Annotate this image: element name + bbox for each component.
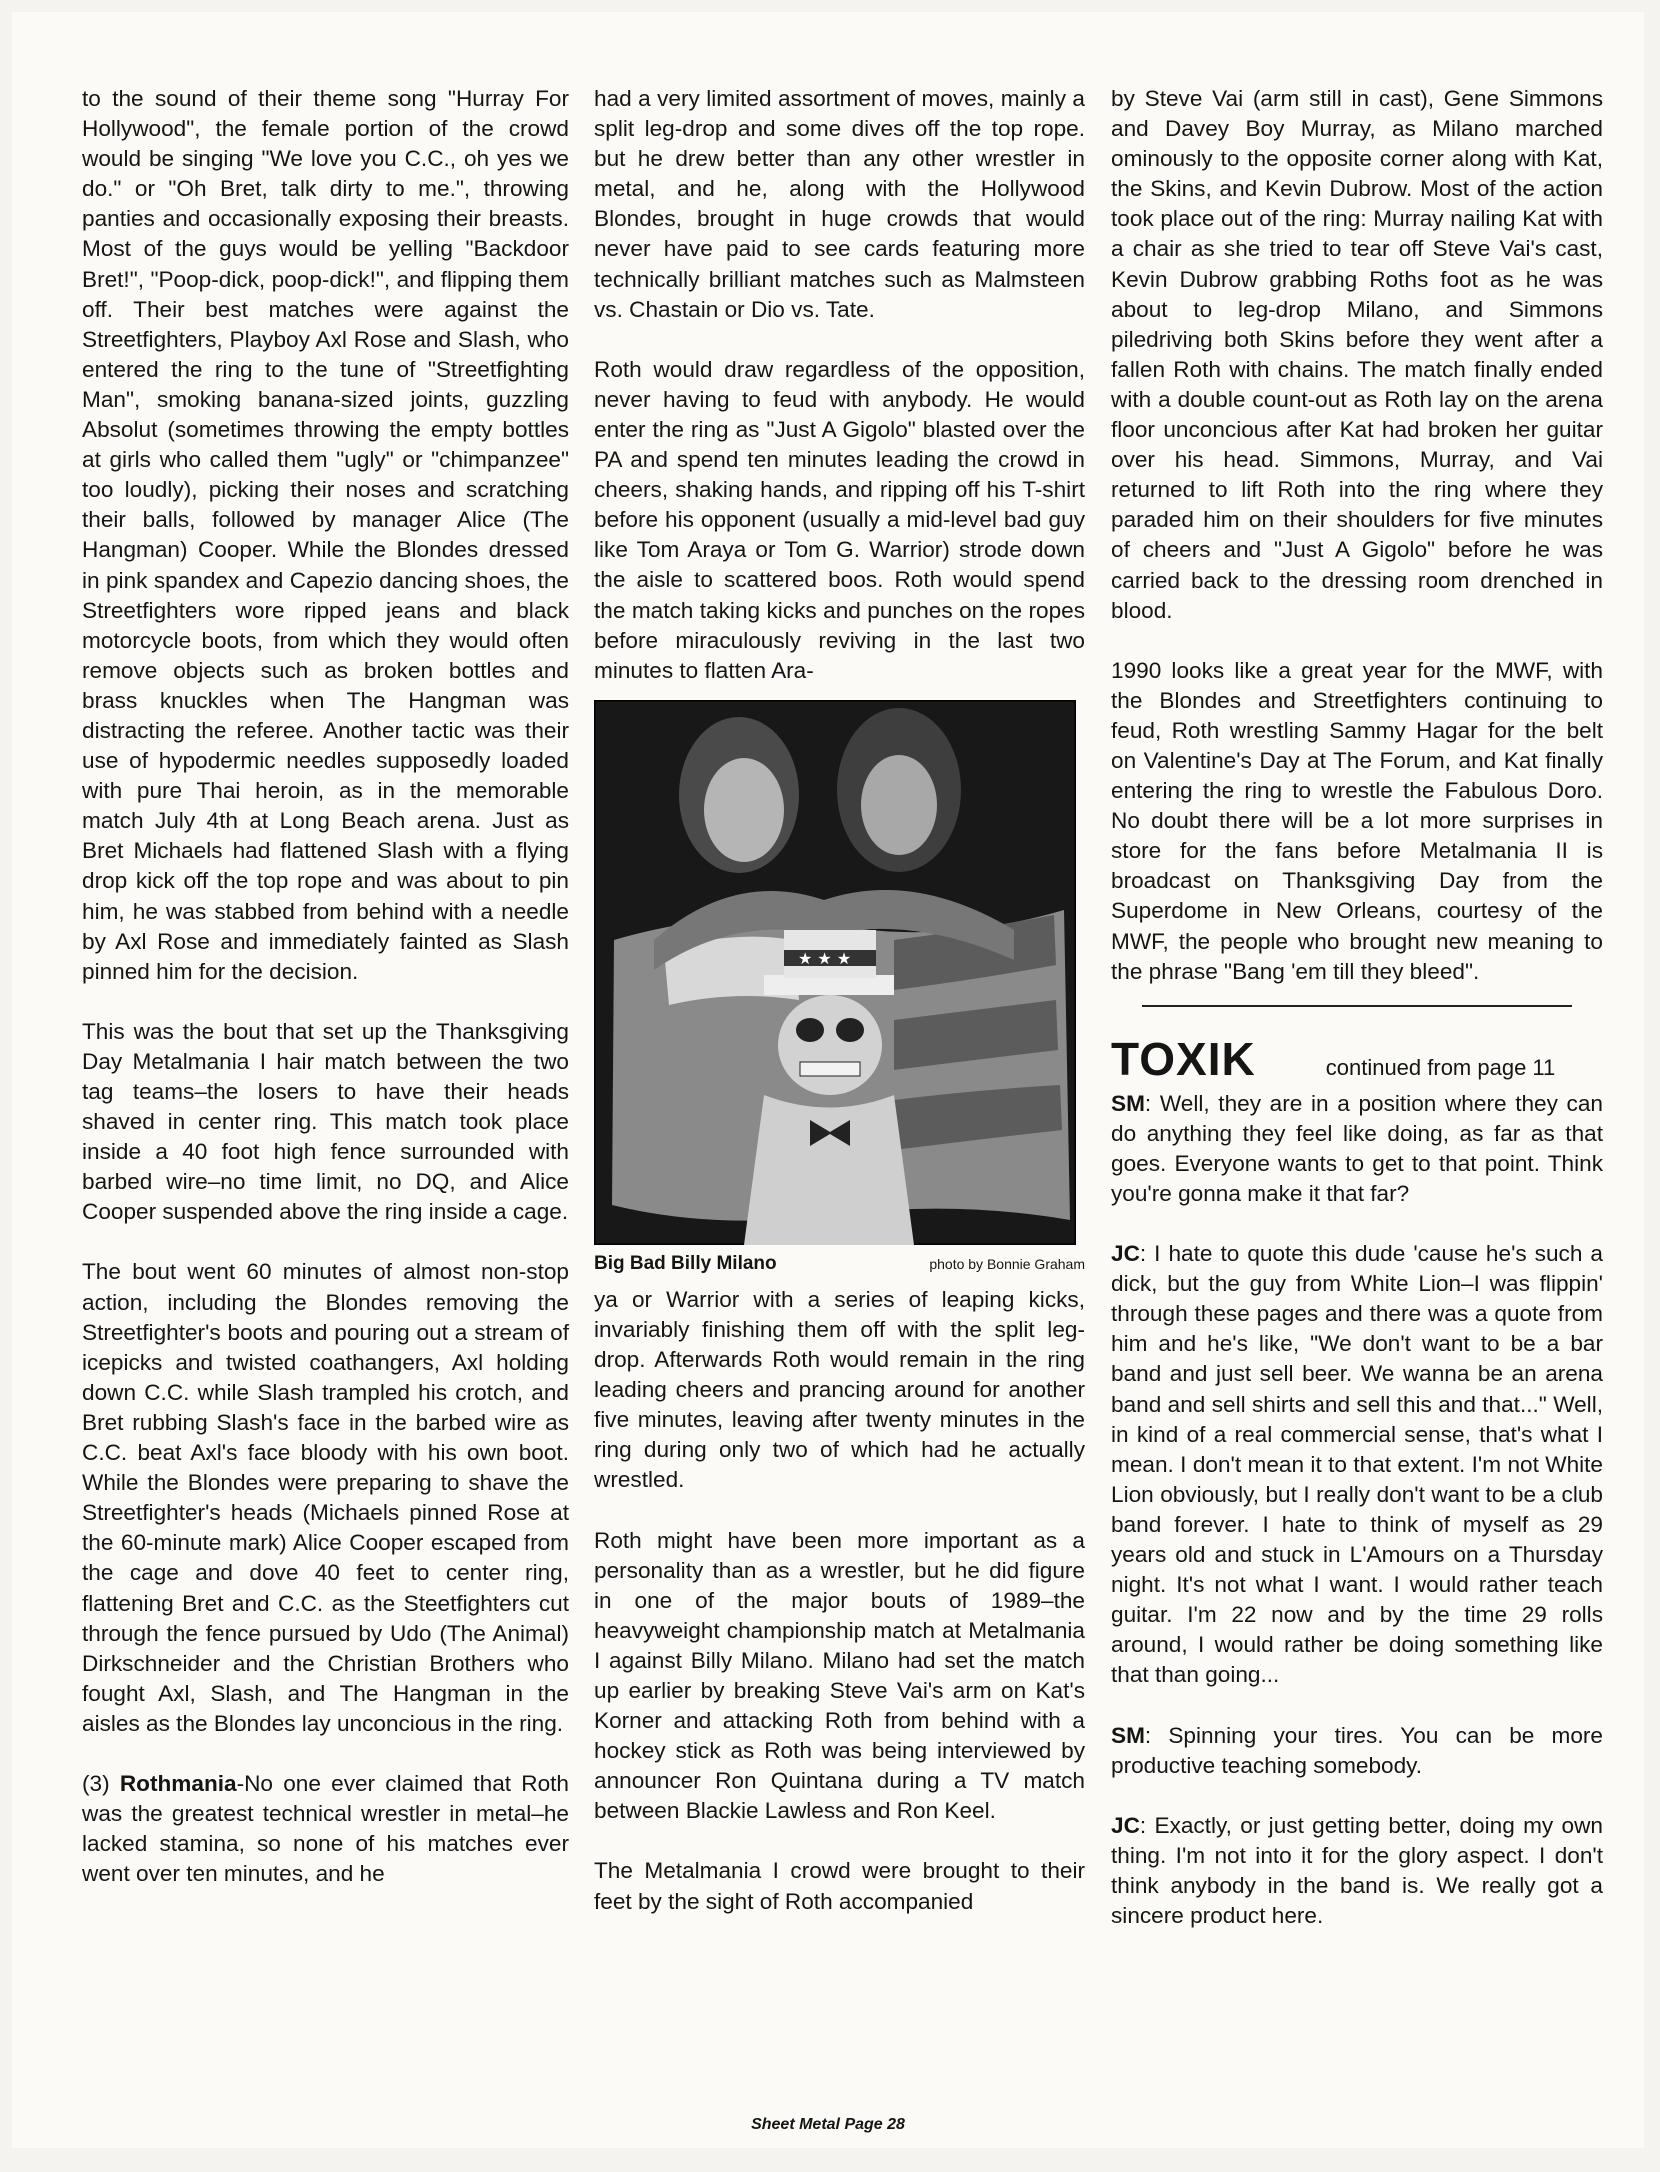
run-in-heading: Rothmania [119,1770,237,1796]
section-title: TOXIK [1111,1032,1256,1085]
speaker-label: JC [1111,1241,1140,1267]
photo-image [594,700,1076,1245]
interview-text: : Spinning your tires. You can be more productive teaching somebody. [1111,1722,1603,1778]
interview-text: : Well, they are in a position where they can do anything they feel like doing, as far as that goes. Everyone wants to get to that point. Think you're gonna make it that far? [1111,1090,1603,1206]
column-3 [1111,84,1603,1961]
interview-text: : Exactly, or just getting better, doing my own thing. I'm not into it for the glory aspect. I don't think anybody in the band is. We really got a sincere product here. [1111,1812,1603,1928]
magazine-page [12,12,1644,2148]
interview-answer [1111,1239,1603,1690]
photo-caption-row [594,1249,1085,1279]
paragraph-text: -No one ever claimed that Roth was the greatest technical wrestler in metal–he lacked stamina, so none of his matches ever went over ten minutes, and he [82,1770,569,1887]
continued-from-note: continued from page 11 [1325,1054,1556,1080]
paragraph: 1990 looks like a great year for the MWF, with the Blondes and Streetfighters continuing to feud, Roth wrestling Sammy Hagar for the belt on Valentine's Day at The Forum, and Kat finally entering the ring to wrestle the Fabulous Doro. No doubt there will be a lot more surprises in store for the fans before Metalmania II is broadcast on Thanksgiving Day from the Superdome in New Orleans, courtesy of the MWF, the people who brought new meaning to the phrase "Bang 'em till they bleed". [1111,657,1603,984]
paragraph: The Metalmania I crowd were brought to their feet by the sight of Roth accompanied [594,1858,1085,1914]
column-1 [82,84,569,1919]
page-footer: Sheet Metal Page 28 [751,2116,905,2133]
paragraph: by Steve Vai (arm still in cast), Gene Simmons and Davey Boy Murray, as Milano marched ominously to the opposite corner along with Kat, the Skins, and Kevin Dubrow. Most of the action took place out of the ring: Murray nailing Kat with a chair as she tried to tear off Steve Vai's cast, Kevin Dubrow grabbing Roths foot as he was about to leg-drop Milano, and Simmons piledriving both Skins before they went after a fallen Roth with chains. The match finally ended with a double count-out as Roth lay on the arena floor unconcious after Kat had broken her guitar over his head. Simmons, Murray, and Vai returned to lift Roth into the ring where they paraded him on their shoulders for five minutes of cheers and "Just A Gigolo" before he was carried back to the dressing room drenched in blood. [1111,86,1603,623]
interview-question [1111,1089,1603,1209]
speaker-label: SM [1111,1722,1145,1748]
interview-question [1111,1721,1603,1781]
paragraph: had a very limited assortment of moves, mainly a split leg-drop and some dives off the top rope. but he drew better than any other wrestler in metal, and he, along with the Hollywood Blondes, brought in huge crowds that would never have paid to see cards featuring more technically brilliant matches such as Malmsteen vs. Chastain or Dio vs. Tate. [594,86,1085,322]
paragraph: Roth might have been more important as a personality than as a wrestler, but he did figure in one of the major bouts of 1989–the heavyweight championship match at Metalmania I against Billy Milano. Milano had set the match up earlier by breaking Steve Vai's arm on Kat's Korner and attacking Roth from behind with a hockey stick as Roth was being interviewed by announcer Ron Quintana during a TV match between Blackie Lawless and Ron Keel. [594,1527,1085,1824]
photo [594,700,1085,1245]
speaker-label: SM [1111,1090,1145,1116]
paragraph: to the sound of their theme song "Hurray For Hollywood", the female portion of the crowd would be singing "We love you C.C., oh yes we do." or "Oh Bret, talk dirty to me.", throwing panties and occasionally exposing their breasts. Most of the guys would be yelling "Backdoor Bret!", "Poop-dick, poop-dick!", and flipping them off. Their best matches were against the Streetfighters, Playboy Axl Rose and Slash, who entered the ring to the tune of "Streetfighting Man", smoking banana-sized joints, guzzling Absolut (sometimes throwing the empty bottles at girls who called them "ugly" or "chimpanzee" too loudly), picking their noses and scratching their balls, followed by manager Alice (The Hangman) Cooper. While the Blondes dressed in pink spandex and Capezio dancing shoes, the Streetfighters wore ripped jeans and black motorcycle boots, from which they would often remove objects such as broken bottles and brass knuckles when The Hangman was distracting the referee. Another tactic was their use of hypodermic needles supposedly loaded with pure Thai heroin, as in the memorable match July 4th at Long Beach arena. Just as Bret Michaels had flattened Slash with a flying drop kick off the top rope and was about to pin him, he was stabbed from behind with a needle by Axl Rose and immediately fainted as Slash pinned him for the decision. [82,86,569,984]
paragraph: ya or Warrior with a series of leaping kicks, invariably finishing them off with the split leg-drop. Afterwards Roth would remain in the ring leading cheers and prancing around for another five minutes, leaving after twenty minutes in the ring during only two of which had he actually wrestled. [594,1286,1085,1493]
section-number: (3) [82,1770,120,1796]
section-divider [1142,1005,1572,1007]
speaker-label: JC [1111,1812,1140,1838]
section-header [1111,1033,1603,1085]
interview-text: : I hate to quote this dude 'cause he's such a dick, but the guy from White Lion–I was flippin' through these pages and there was a quote from him and he's like, "We don't want to be a bar band and just sell beer. We wanna be an arena band and sell shirts and sell this and that..." Well, in kind of a real commercial sense, that's what I mean. I don't mean it to that extent. I'm not White Lion obviously, but I really don't want to be a club band forever. I hate to think of myself as 29 years old and stuck in L'Amours on a Thursday night. It's not what I want. I would rather teach guitar. I'm 22 now and by the time 29 rolls around, I would rather be doing something like that than going... [1111,1241,1603,1688]
photo-credit: photo by Bonnie Graham [929,1255,1085,1272]
column-2 [594,84,1085,1947]
paragraph [82,1769,569,1889]
svg-text:★ ★ ★: ★ ★ ★ [798,948,852,968]
interview-answer [1111,1811,1603,1931]
paragraph: This was the bout that set up the Thanksgiving Day Metalmania I hair match between the two tag teams–the losers to have their heads shaved in center ring. This match took place inside a 40 foot high fence surrounded with barbed wire–no time limit, no DQ, and Alice Cooper suspended above the ring inside a cage. [82,1018,569,1225]
paragraph: The bout went 60 minutes of almost non-stop action, including the Blondes removing the Streetfighter's boots and pouring out a stream of icepicks and twisted coathangers, Axl holding down C.C. while Slash trampled his crotch, and Bret rubbing Slash's face in the barbed wire as C.C. beat Axl's face bloody with his own boot. While the Blondes were preparing to shave the Streetfighter's heads (Michaels pinned Rose at the 60-minute mark) Alice Cooper escaped from the cage and dove 40 feet to center ring, flattening Bret and C.C. as the Steetfighters cut through the fence pursued by Udo (The Animal) Dirkschneider and the Christian Brothers who fought Axl, Slash, and The Hangman in the aisles as the Blondes lay unconcious in the ring. [82,1259,569,1736]
paragraph: Roth would draw regardless of the opposition, never having to feud with anybody. He would enter the ring as "Just A Gigolo" blasted over the PA and spend ten minutes leading the crowd in cheers, shaking hands, and ripping off his T-shirt before his opponent (usually a mid-level bad guy like Tom Araya or Tom G. Warrior) strode down the aisle to scattered boos. Roth would spend the match taking kicks and punches on the ropes before miraculously reviving in the last two minutes to flatten Ara- [594,356,1085,683]
photo-caption: Big Bad Billy Milano [594,1252,777,1274]
